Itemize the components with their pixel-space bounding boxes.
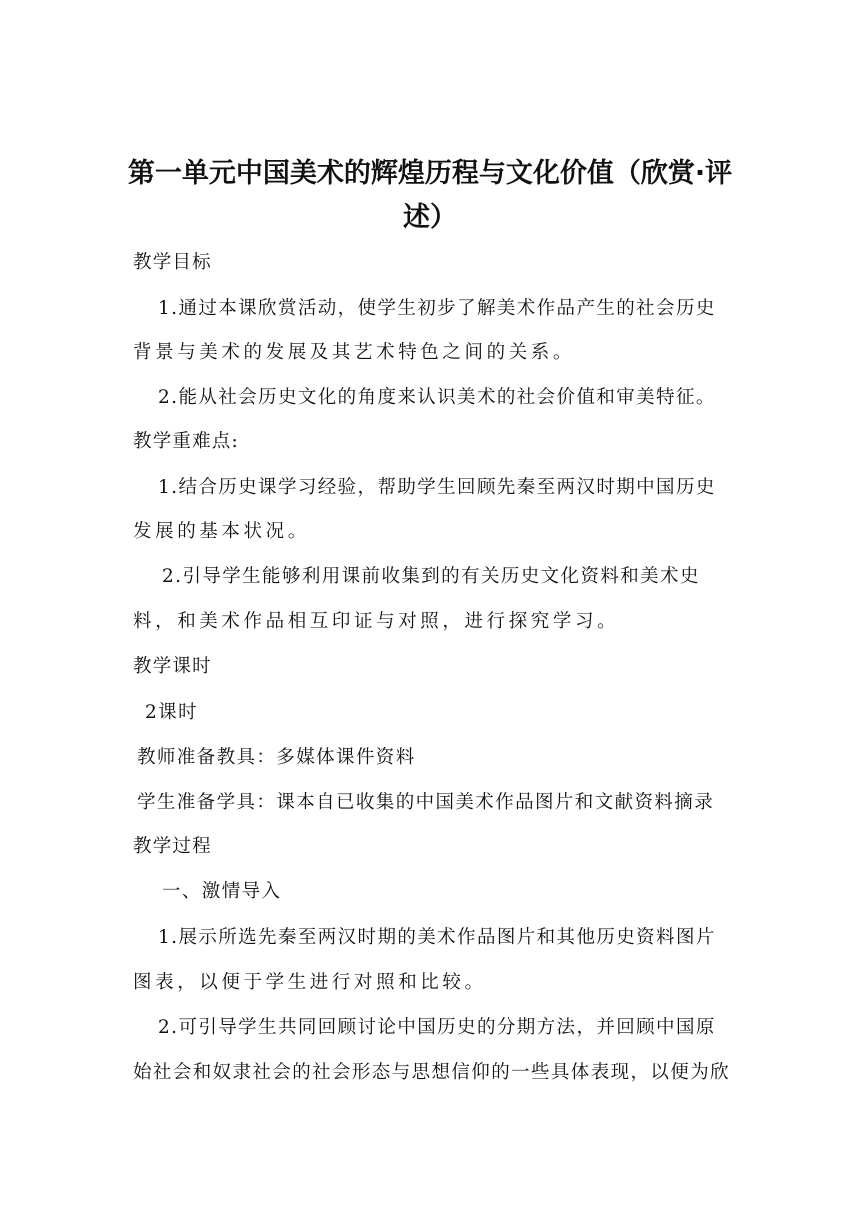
- keypoints-heading: 教学重难点:: [133, 431, 239, 452]
- objective-2: 2.能从社会历史文化的角度来认识美术的社会价值和审美特征。: [158, 387, 716, 408]
- keypoint-1-line-1: 1.结合历史课学习经验，帮助学生回顾先秦至两汉时期中国历史: [158, 477, 716, 498]
- keypoint-2-line-2: 料，和美术作品相互印证与对照，进行探究学习。: [133, 611, 620, 632]
- step-2-line-1: 2.可引导学生共同回顾讨论中国历史的分期方法，并回顾中国原: [158, 1017, 716, 1038]
- step-2-line-2: 始社会和奴隶社会的社会形态与思想信仰的一些具体表现，以便为欣: [133, 1062, 731, 1083]
- step-1-line-1: 1.展示所选先秦至两汉时期的美术作品图片和其他历史资料图片: [158, 927, 716, 948]
- hours-value: 2课时: [145, 702, 198, 723]
- keypoint-2-line-1: 2.引导学生能够利用课前收集到的有关历史文化资料和美术史: [162, 566, 700, 587]
- section-1-heading: 一、激情导入: [162, 881, 282, 902]
- student-preparation: 学生准备学具：课本自已收集的中国美术作品图片和文献资料摘录: [137, 792, 715, 813]
- objective-1-line-1: 1.通过本课欣赏活动，使学生初步了解美术作品产生的社会历史: [158, 298, 716, 319]
- document-title-line-2: 述）: [403, 202, 457, 233]
- teacher-preparation: 教师准备教具：多媒体课件资料: [137, 747, 416, 768]
- step-1-line-2: 图表，以便于学生进行对照和比较。: [133, 972, 487, 993]
- document-title-line-1: 第一单元中国美术的辉煌历程与文化价值（欣赏·评: [127, 158, 733, 189]
- process-heading: 教学过程: [133, 836, 212, 857]
- objective-1-line-2: 背景与美术的发展及其艺术特色之间的关系。: [133, 342, 576, 363]
- objectives-heading: 教学目标: [133, 252, 212, 273]
- keypoint-1-line-2: 发展的基本状况。: [133, 521, 310, 542]
- hours-heading: 教学课时: [133, 656, 212, 677]
